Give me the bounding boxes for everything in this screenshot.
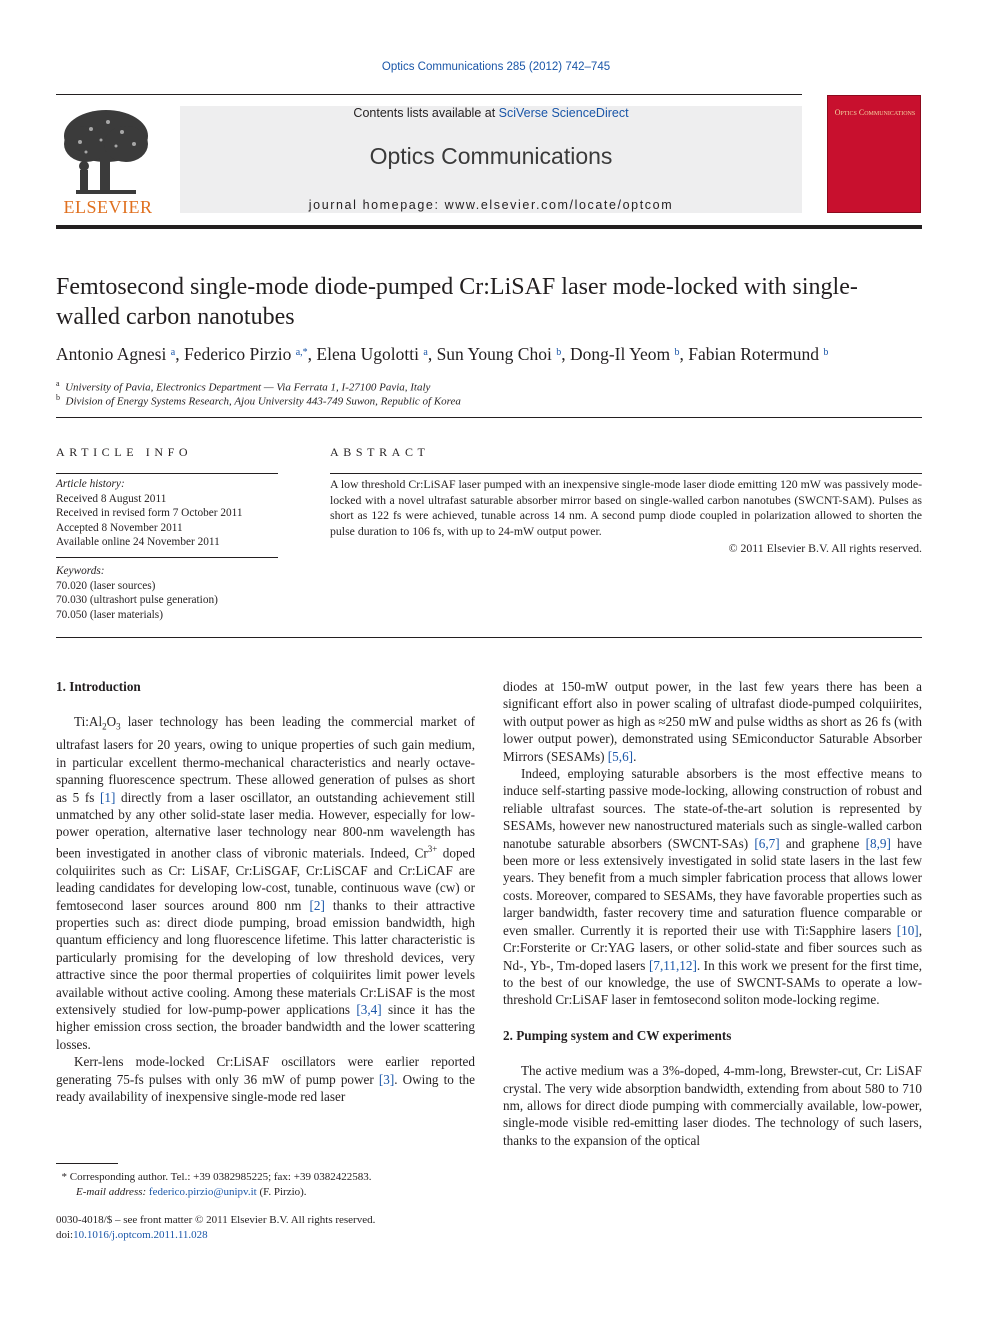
front-matter-info (56, 1213, 486, 1243)
article-title: Femtosecond single-mode diode-pumped Cr:LiSAF laser mode-locked with single-walled carbon nanotubes (56, 274, 858, 330)
header-thick-rule (56, 225, 922, 229)
email-label: E-mail address: (76, 1186, 149, 1198)
author-list: Antonio Agnesi $^a$, Federico Pirzio $^{a,*}$, Elena Ugolotti $^a$, Sun Young Choi $^b$, Dong-Il Yeom $^b$, Fabian Rotermund $^b$ (56, 344, 829, 364)
body-column-left (56, 678, 475, 1105)
journal-citation[interactable]: Optics Communications 285 (2012) 742–745 (381, 61, 611, 73)
citation-link[interactable]: [1] (100, 789, 116, 805)
affiliation-rule (56, 417, 922, 418)
issn-line: 0030-4018/$ – see front matter © 2011 Elsevier B.V. All rights reserved. (56, 1214, 376, 1226)
history-label: Article history: (56, 478, 125, 490)
affiliation-text: University of Pavia, Electronics Department — Via Ferrata 1, I-27100 Pavia, Italy (65, 381, 431, 394)
affiliation-text: Division of Energy Systems Research, Ajou University 443-749 Suwon, Republic of Korea (65, 395, 461, 408)
text-run: Kerr-lens mode-locked Cr:LiSAF oscillators were earlier reported generating 75-fs pulses with only 36 mW of pump power (56, 1054, 475, 1087)
email-suffix: (F. Pirzio). (256, 1186, 307, 1198)
text-run: diodes at 150-mW output power, in the last few years there has been a significant effort also in power scaling of ultrafast diode-pumped colquiirites, with output power as high as ≈250 mW and pulse widths as short as 26 fs (with lower output power), demonstrated using SEmiconductor Saturable Absorber Mirrors (SESAMs) (503, 679, 922, 764)
text-run: since it has the higher emission cross section, the broader bandwidth and the lower scattering losses. (56, 1001, 475, 1052)
author-affil-mark[interactable]: a (170, 347, 176, 358)
journal-name: Optics Communications (369, 143, 613, 169)
author-name: Antonio Agnesi (56, 344, 167, 364)
article-info-rule (56, 473, 278, 474)
history-item: Available online 24 November 2011 (56, 536, 220, 548)
front-matter-rule (56, 637, 922, 638)
citation-link[interactable]: [5,6] (607, 748, 634, 764)
author-affil-mark[interactable]: a,* (295, 347, 308, 358)
subscript: 3 (116, 722, 121, 733)
history-item: Received in revised form 7 October 2011 (56, 507, 243, 519)
keywords-label: Keywords: (56, 565, 105, 577)
author-name: Federico Pirzio (183, 344, 292, 364)
text-run: doped colquiirites such as Cr: LiSAF, Cr:LiSGAF, Cr:LiSCAF and Cr:LiCAF are leading candidates for developing low-cost, tunable, continuous wave (cw) or femtosecond laser sources around 800 nm (56, 845, 475, 913)
citation-link[interactable]: [6,7] (754, 835, 780, 851)
body-column-right (503, 678, 922, 1149)
article-history (56, 477, 286, 550)
author-name: Dong-Il Yeom (569, 344, 671, 364)
cover-title: Optics Communications (834, 108, 916, 117)
abstract-rule (330, 473, 922, 474)
header-rule (56, 94, 802, 95)
history-item: Accepted 8 November 2011 (56, 521, 183, 534)
keywords (56, 564, 286, 622)
text-run: have been more or less extensively investigated in solid state lasers in the last few years. They benefit from a much simpler fabrication process that allows lower costs. Moreover, compared to SESAMs, they have favorable properties such as larger bandwidth, faster recovery time and saturation fluence comparable or even smaller. Currently it is reported their use with Ti:Sapphire lasers (503, 835, 922, 938)
paragraph (503, 765, 922, 1009)
text-run: , Cr:Forsterite or Cr:YAG lasers, or other solid-state and fiber sources such as Nd-, Yb-, Tm-doped lasers (503, 922, 922, 973)
doi-link[interactable]: 10.1016/j.optcom.2011.11.028 (73, 1229, 208, 1241)
text-run: O (106, 714, 117, 730)
citation-link[interactable]: [3] (378, 1071, 395, 1087)
author-affil-mark[interactable]: b (674, 347, 680, 358)
abstract-text: A low threshold Cr:LiSAF laser pumped with an inexpensive single-mode laser diode emitting 120 mW was passively mode-locked with a novel ultrafast saturable absorber mirror based on single-walled carbon nanotubes (SWCNT-SAM). Pulses as short as 122 fs were achieved, tunable across 14 nm. A second pump diode coupled in polarization allowed to shorten the pulse duration to 106 fs, with up to 24-mW output power. (330, 477, 922, 538)
elsevier-wordmark: ELSEVIER (63, 197, 153, 217)
paragraph (56, 1053, 475, 1105)
text-run: Ti:Al (74, 714, 103, 730)
journal-cover-thumbnail (827, 95, 921, 213)
citation-link[interactable]: [2] (309, 897, 325, 913)
subscript: 2 (102, 722, 107, 733)
corresponding-author-footnote (56, 1170, 486, 1200)
citation-link[interactable]: [7,11,12] (648, 957, 697, 973)
keywords-rule (56, 557, 278, 558)
author-affil-mark[interactable]: b (556, 347, 562, 358)
superscript: 3+ (427, 843, 438, 854)
text-run: . In this work we present for the first time, to the best of our knowledge, the use of SWCNT-SAMs to operate a low-threshold Cr:LiSAF laser in femtosecond soliton mode-locking regime. (503, 957, 922, 1008)
text-run: laser technology has been leading the commercial market of ultrafast lasers for 20 years, owing to unique properties of such gain medium, in particular excellent thermo-mechanical characteristics and nearly octave-spanning fluorescence spectrum. These allowed generation of pulses as short as 5 fs (56, 714, 475, 805)
sciencedirect-link[interactable]: SciVerse ScienceDirect (498, 106, 629, 120)
text-run: thanks to their attractive properties such as: direct diode pumping, broad emission bandwidth, high quantum efficiency and long fluorescence lifetime. This latter characteristic is particularly promising for the developing of low threshold devices, very attractive since the poor thermal properties of colquiirites limit power levels available without active cooling. Among these materials Cr:LiSAF is the most extensively studied for low-pump-power applications (56, 897, 475, 1017)
article-info-heading: ARTICLE INFO (56, 445, 193, 459)
text-run: . (633, 748, 637, 764)
footnote-line (56, 1185, 486, 1200)
footnote-text: Corresponding author. Tel.: +39 0382985225; fax: +39 0382422583. (67, 1171, 372, 1183)
email-link[interactable]: federico.pirzio@unipv.it (148, 1186, 257, 1198)
section-heading-pumping: 2. Pumping system and CW experiments (503, 1027, 732, 1043)
citation-link[interactable]: [10] (896, 922, 919, 938)
text-run: . Owing to the ready availability of inexpensive single-mode red laser (56, 1071, 475, 1104)
journal-banner (180, 106, 802, 213)
author-affil-mark[interactable]: b (823, 347, 829, 358)
keyword-item: 70.030 (ultrashort pulse generation) (56, 594, 218, 606)
spacer (503, 1009, 922, 1027)
paragraph: The active medium was a 3%-doped, 4-mm-long, Brewster-cut, Cr: LiSAF crystal. The very wide absorption bandwidth, extending from about 580 to 710 nm, allows for direct diode pumping with commercially available, low-power, single-mode visible red-emitting laser diodes. The technology of such lasers, thanks to the expansion of the optical (503, 1063, 922, 1148)
citation-link[interactable]: [3,4] (356, 1001, 382, 1017)
text-run: Indeed, employing saturable absorbers is the most effective means to induce self-starting passive mode-locking, allowing construction of robust and reliable ultrafast sources. The state-of-the-art solution is represented by SESAMs, however new nanostructured materials such as single-walled carbon nanotube saturable absorbers (SWCNT-SAs) (503, 766, 922, 851)
affiliation-mark: a (56, 379, 60, 388)
keyword-item: 70.050 (laser materials) (56, 608, 163, 621)
footnote-mark: * (61, 1171, 67, 1183)
citation-link[interactable]: [8,9] (865, 835, 891, 851)
affiliation-mark: b (56, 393, 60, 402)
author-name: Sun Young Choi (436, 344, 552, 364)
spacer (56, 695, 475, 713)
author-name: Fabian Rotermund (688, 344, 819, 364)
abstract-copyright: © 2011 Elsevier B.V. All rights reserved. (728, 541, 922, 555)
text-run: and graphene (779, 835, 866, 851)
affiliation-b (56, 391, 461, 409)
footnote-line (56, 1170, 486, 1185)
contents-line (180, 106, 802, 120)
text-run: directly from a laser oscillator, an outstanding achievement still unmatched by any other solid-state laser media. However, especially for low-power operation, alternative laser technology near 800-nm wavelength has been investigated in another class of vibronic materials. Indeed, Cr (56, 789, 475, 861)
doi-line (56, 1228, 486, 1243)
footnote-rule (56, 1163, 118, 1164)
keyword-item: 70.020 (laser sources) (56, 579, 156, 592)
contents-prefix: Contents lists available at (353, 106, 499, 120)
history-item: Received 8 August 2011 (56, 492, 167, 505)
section-heading-introduction: 1. Introduction (56, 679, 141, 694)
author-name: Elena Ugolotti (316, 344, 419, 364)
spacer (503, 1044, 922, 1062)
abstract-heading: ABSTRACT (330, 445, 430, 459)
author-affil-mark[interactable]: a (423, 347, 428, 358)
paragraph (56, 713, 475, 1053)
journal-homepage[interactable]: journal homepage: www.elsevier.com/locate/optcom (308, 198, 674, 212)
doi-label: doi: (56, 1229, 74, 1241)
paragraph (503, 678, 922, 765)
